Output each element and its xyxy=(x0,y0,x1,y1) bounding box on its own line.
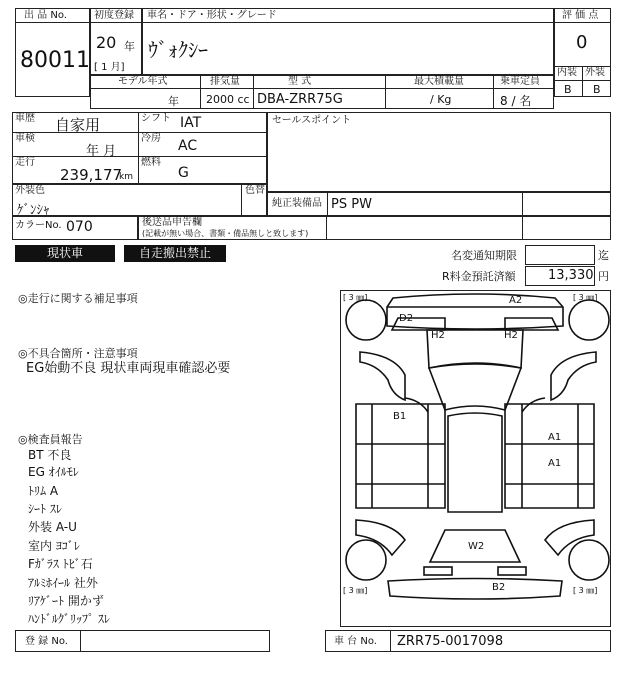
name-change-label: 名変通知期限 xyxy=(451,249,517,262)
inspector-item: ﾊﾝﾄﾞﾙｸﾞﾘｯﾌﾟ ｽﾚ xyxy=(28,612,110,626)
inspector-item: ﾘｱｹﾞｰﾄ 開かず xyxy=(28,594,104,608)
tire-depth-front-left: [ 3 ㎜] xyxy=(343,293,368,302)
name-change-field xyxy=(525,245,595,265)
color-label: 外装色 xyxy=(15,185,45,196)
interior-grade: B xyxy=(564,83,572,96)
chassis-number: ZRR75-0017098 xyxy=(397,634,504,649)
exterior-label: 外装 xyxy=(585,67,605,78)
inspector-item: ﾄﾘﾑ A xyxy=(28,484,59,498)
current-car-button[interactable]: 現状車 xyxy=(15,245,115,262)
inspector-item: EG ｵｲﾙﾓﾚ xyxy=(28,465,79,479)
load-label: 最大積載量 xyxy=(414,76,464,87)
defects-title: ◎不具合箇所・注意事項 xyxy=(18,347,138,360)
mark-b1: B1 xyxy=(393,411,407,422)
tire-depth-front-right: [ 3 ㎜] xyxy=(573,293,598,302)
tire-depth-rear-left: [ 3 ㎜] xyxy=(343,586,368,595)
score: 0 xyxy=(576,32,588,53)
mark-h2-right: H2 xyxy=(504,330,518,341)
inspector-title: ◎検査員報告 xyxy=(18,433,83,446)
no-self-drive-button[interactable]: 自走搬出禁止 xyxy=(124,245,226,262)
mileage-unit: km xyxy=(119,172,133,182)
docs-label: 後送品申告欄 xyxy=(142,217,202,228)
color: ｹﾞﾝｼｬ xyxy=(17,203,50,218)
mark-b2: B2 xyxy=(492,582,506,593)
name-change-unit: 迄 xyxy=(598,249,609,262)
mark-a1-bottom: A1 xyxy=(548,458,562,469)
mark-h2-left: H2 xyxy=(431,330,445,341)
type: DBA-ZRR75G xyxy=(257,92,343,107)
capacity-label: 乗車定員 xyxy=(500,76,540,87)
inspector-item: ｼｰﾄ ｽﾚ xyxy=(28,502,62,516)
sales-point-label: セールスポイント xyxy=(272,115,352,126)
mileage-label: 走行 xyxy=(15,157,35,168)
lot-number: 80011 xyxy=(20,48,90,73)
interior-label: 内装 xyxy=(557,67,577,78)
shift: IAT xyxy=(180,115,202,131)
shift-label: シフト xyxy=(141,113,171,124)
reg-no-label: 登 録 No. xyxy=(25,636,68,647)
equipment: PS PW xyxy=(331,197,372,212)
mileage: 239,177 xyxy=(60,166,123,184)
color-no: 070 xyxy=(66,219,93,235)
chassis-label: 車 台 No. xyxy=(334,636,377,647)
equipment-label: 純正装備品 xyxy=(272,198,322,209)
inspector-item: BT 不良 xyxy=(28,448,72,462)
details-grid xyxy=(12,112,267,184)
mark-a2: A2 xyxy=(509,295,523,306)
capacity: 8 / 名 xyxy=(500,94,532,108)
supplement-title: ◎走行に関する補足事項 xyxy=(18,292,138,305)
type-label: 型 式 xyxy=(288,76,312,87)
car-diagram-frame xyxy=(340,290,611,627)
mark-a1-top: A1 xyxy=(548,432,562,443)
tire-depth-rear-right: [ 3 ㎜] xyxy=(573,586,598,595)
defects-text: EG始動不良 現状車両現車確認必要 xyxy=(26,361,231,376)
inspection-label: 車検 xyxy=(15,133,35,144)
history: 自家用 xyxy=(55,116,101,134)
first-reg-year: 20 xyxy=(96,33,117,52)
score-label: 評 価 点 xyxy=(562,10,599,21)
docs-note: (記載が無い場合、書類・備品無しと致します) xyxy=(142,229,309,238)
inspector-item: Fｶﾞﾗｽ ﾄﾋﾞ石 xyxy=(28,557,93,571)
recycle-amount: 13,330 xyxy=(548,268,594,283)
color-no-label: カラーNo. xyxy=(15,220,62,231)
history-label: 車歴 xyxy=(15,113,35,124)
fuel-label: 燃料 xyxy=(141,157,161,168)
first-reg-year-unit: 年 xyxy=(124,40,135,53)
exterior-grade: B xyxy=(593,83,601,96)
first-reg-label: 初度登録 xyxy=(94,10,134,21)
displacement: 2000 cc xyxy=(206,93,250,106)
model-year-unit: 年 xyxy=(168,95,179,108)
lot-label: 出 品 No. xyxy=(24,10,67,21)
inspector-item: ｱﾙﾐﾎｲｰﾙ 社外 xyxy=(28,576,98,590)
mark-w2: W2 xyxy=(468,541,485,552)
ac: AC xyxy=(178,138,198,154)
inspector-item: 外装 A-U xyxy=(28,520,77,534)
recycle-unit: 円 xyxy=(598,270,609,283)
load: / Kg xyxy=(430,93,452,106)
color-box xyxy=(12,184,267,216)
fuel: G xyxy=(178,165,189,181)
color-change-label: 色替 xyxy=(245,185,265,196)
first-reg-month: [ 1 月] xyxy=(94,62,125,73)
inspector-item: 室内 ﾖｺﾞﾚ xyxy=(28,539,80,553)
car-name: ｳﾞｫｸｼｰ xyxy=(148,38,208,62)
ac-label: 冷房 xyxy=(141,133,161,144)
displacement-label: 排気量 xyxy=(210,76,240,87)
mark-d2: D2 xyxy=(399,313,414,324)
inspection: 年 月 xyxy=(86,144,117,159)
car-name-label: 車名・ドア・形状・グレード xyxy=(147,10,277,21)
model-year-label: モデル年式 xyxy=(118,76,168,87)
recycle-label: R料金預託済額 xyxy=(442,270,516,283)
